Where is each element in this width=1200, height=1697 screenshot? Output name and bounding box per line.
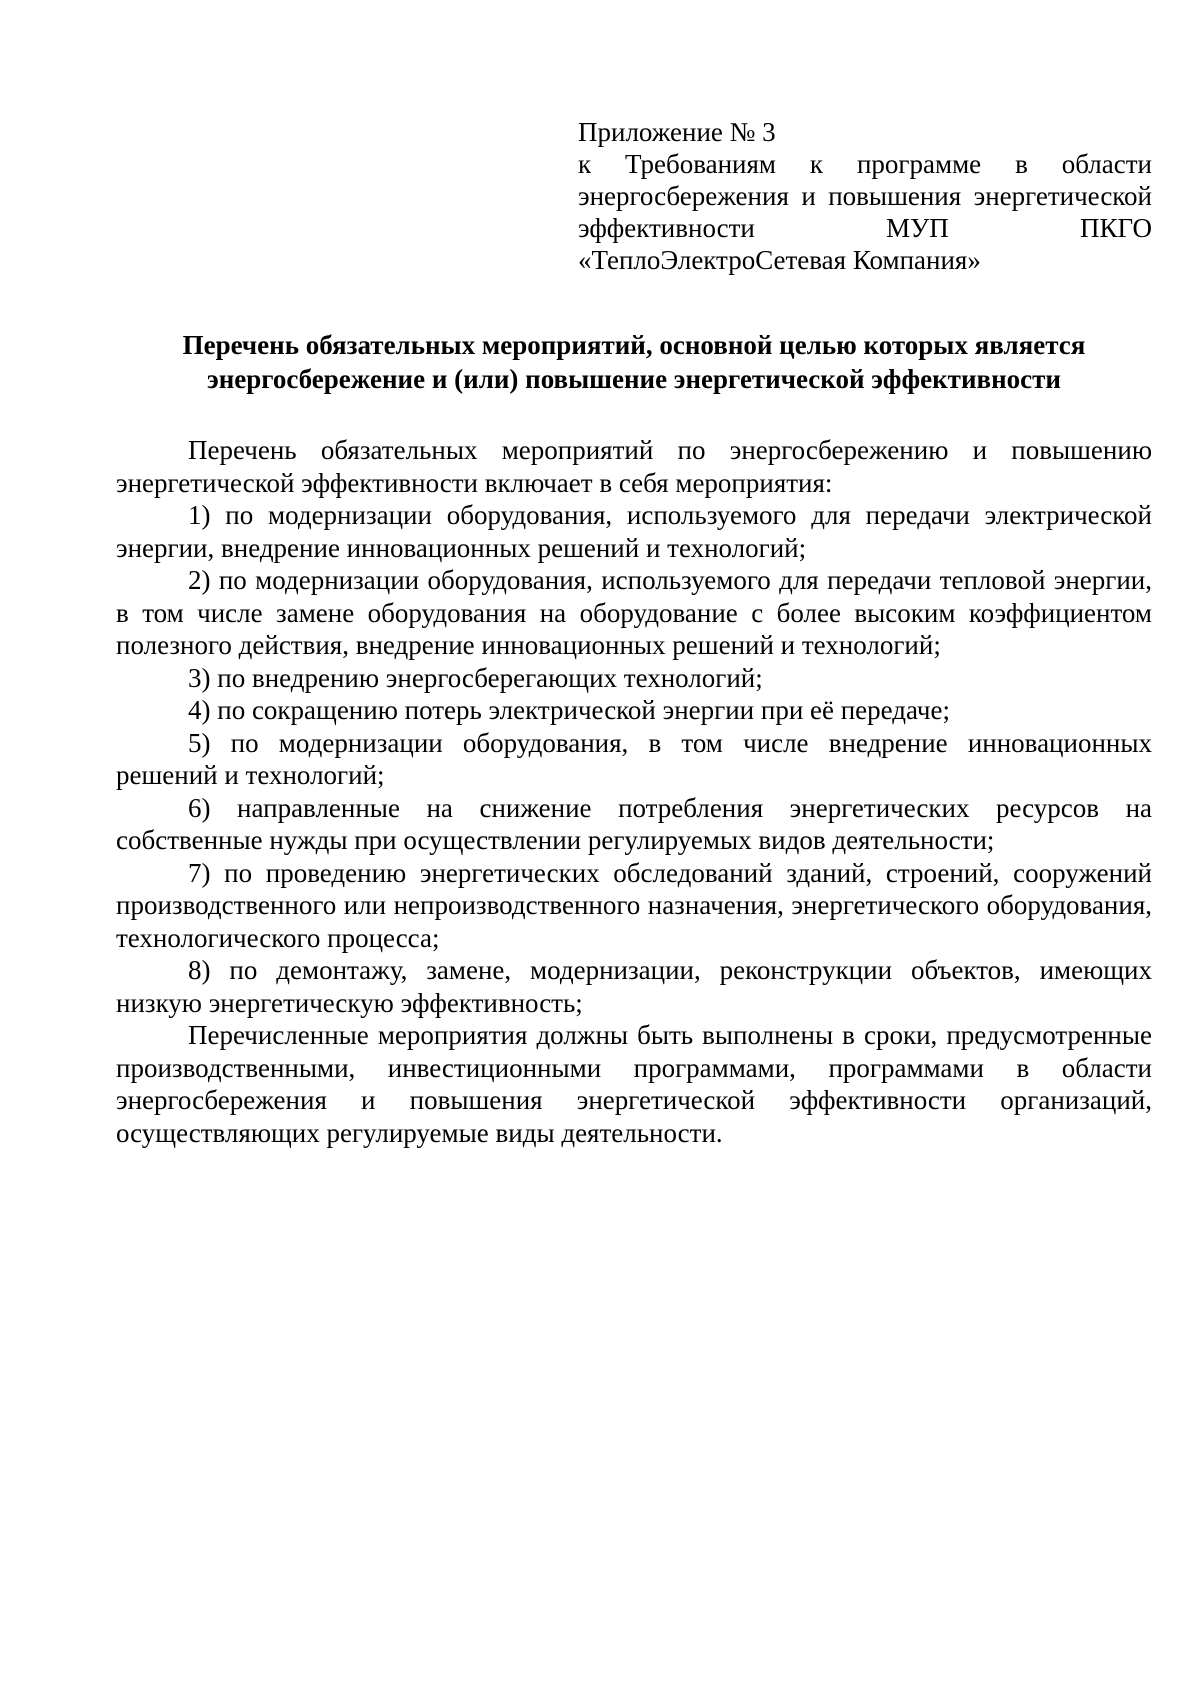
appendix-organization: «ТеплоЭлектроСетевая Компания» (578, 245, 981, 275)
list-item: 7) по проведению энергетических обследований зданий, строений, сооружений производственного или непроизводственного назначения, энергетического оборудования, технологического процесса; (116, 857, 1152, 953)
appendix-reference-text: к Требованиям к программе в области энергосбережения и повышения энергетической эффективности МУП ПКГО (578, 149, 1152, 243)
closing-paragraph: Перечисленные мероприятия должны быть выполнены в сроки, предусмотренные производственными, инвестиционными программами, программами в области энергосбережения и повышения энергетической эффективности организаций, осуществляющих регулируемые виды деятельности. (116, 1020, 1152, 1148)
document-title (116, 328, 1152, 396)
appendix-number: Приложение № 3 (578, 117, 776, 147)
title-line-1: Перечень обязательных мероприятий, основной целью которых является (182, 330, 1086, 360)
intro-paragraph: Перечень обязательных мероприятий по энергосбережению и повышению энергетической эффективности включает в себя мероприятия: (116, 435, 1152, 498)
appendix-header (578, 116, 1152, 276)
list-item: 5) по модернизации оборудования, в том числе внедрение инновационных решений и технологий; (116, 727, 1152, 790)
title-line-2: энергосбережение и (или) повышение энергетической эффективности (207, 364, 1061, 394)
list-item: 2) по модернизации оборудования, используемого для передачи тепловой энергии, в том числе замене оборудования на оборудование с более высоким коэффициентом полезного действия, внедрение инновационных решений и технологий; (116, 565, 1152, 660)
list-item: 8) по демонтажу, замене, модернизации, реконструкции объектов, имеющих низкую энергетическую эффективность; (116, 955, 1152, 1018)
document-body (116, 434, 1152, 1149)
list-item: 3) по внедрению энергосберегающих технологий; (188, 662, 763, 693)
list-item: 6) направленные на снижение потребления энергетических ресурсов на собственные нужды при осуществлении регулируемых видов деятельности; (116, 792, 1152, 855)
list-item: 4) по сокращению потерь электрической энергии при её передаче; (188, 695, 950, 725)
list-item: 1) по модернизации оборудования, используемого для передачи электрической энергии, внедрение инновационных решений и технологий; (116, 500, 1152, 563)
